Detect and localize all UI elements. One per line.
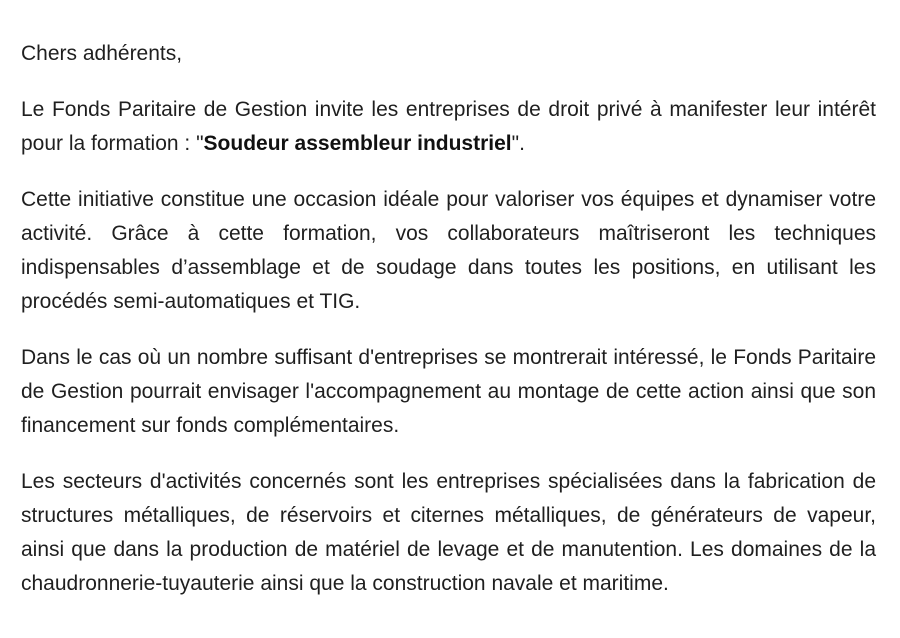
- invitation-text-before: Le Fonds Paritaire de Gestion invite les entreprises de droit privé à manifester leur intérêt pour la formation : ": [21, 98, 876, 155]
- funding-paragraph: Dans le cas où un nombre suffisant d'entreprises se montrerait intéressé, le Fonds Paritaire de Gestion pourrait envisager l'accompagnement au montage de cette action ainsi que son financement sur fonds complémentaires.: [21, 346, 876, 437]
- sectors-paragraph: Les secteurs d'activités concernés sont les entreprises spécialisées dans la fabrication de structures métalliques, de réservoirs et citernes métalliques, de générateurs de vapeur, ainsi que dans la production de matériel de levage et de manutention. Les domaines de la chaudronnerie-tuyauterie ainsi que la construction navale et maritime.: [21, 470, 876, 595]
- greeting: Chers adhérents,: [21, 42, 183, 65]
- invitation-text-after: ".: [511, 132, 525, 155]
- opportunity-paragraph: Cette initiative constitue une occasion idéale pour valoriser vos équipes et dynamiser votre activité. Grâce à cette formation, vos collaborateurs maîtriseront les techniques indispensables d’assemblage et de soudage dans toutes les positions, en utilisant les procédés semi-automatiques et TIG.: [21, 188, 876, 313]
- course-title: Soudeur assembleur industriel: [203, 132, 512, 155]
- invitation-paragraph: [21, 93, 876, 161]
